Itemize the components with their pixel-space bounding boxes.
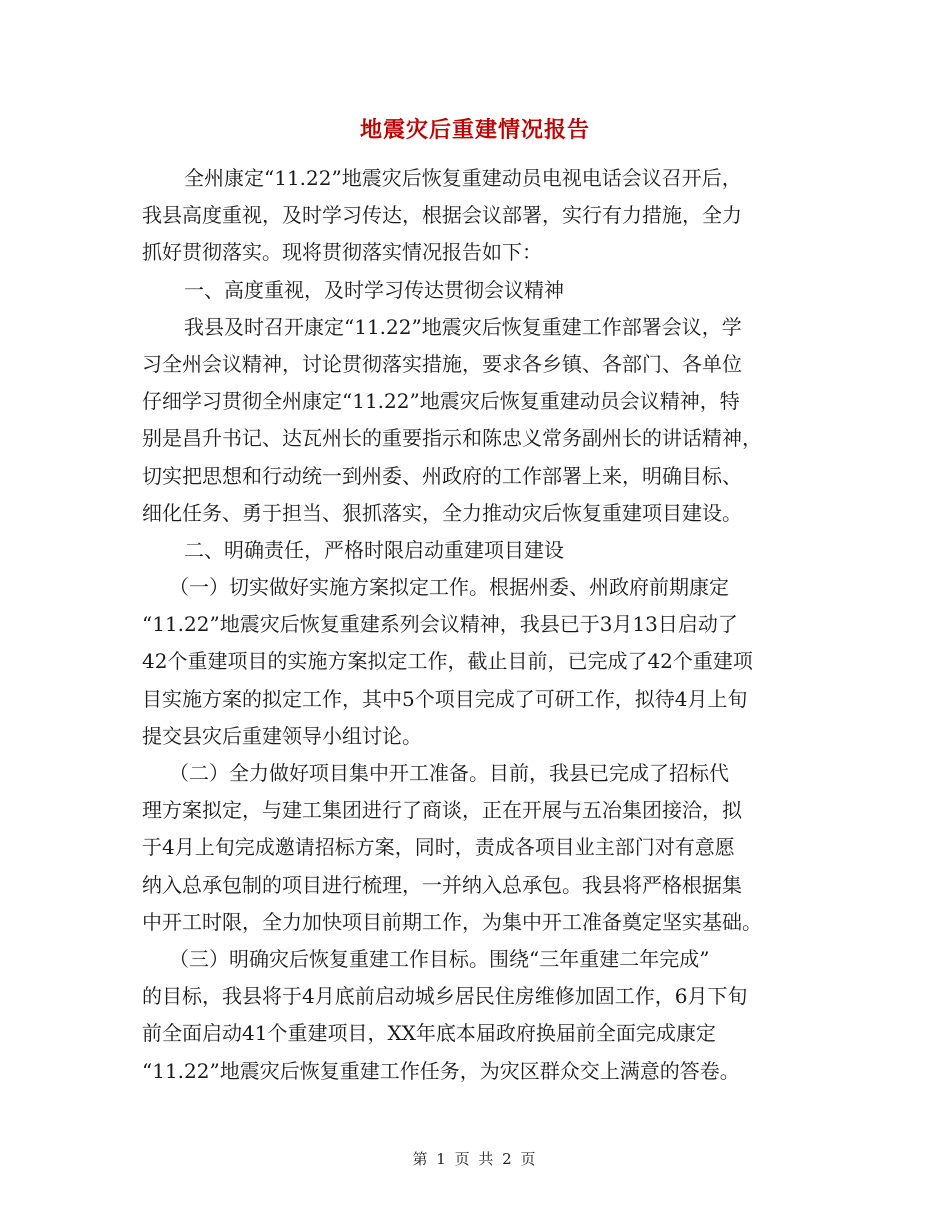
body-line: 纳入总承包制的项目进行梳理，一并纳入总承包。我县将严格根据集 [142,872,742,897]
page-footer: 第 1 页 共 2 页 [412,1150,538,1168]
body-line: 一、高度重视，及时学习传达贯彻会议精神 [184,277,564,302]
body-line: （二）全力做好项目集中开工准备。目前，我县已完成了招标代 [169,761,729,785]
body-line: 目实施方案的拟定工作，其中5个项目完成了可研工作，拟待4月上旬 [142,686,748,711]
body-line: 于4月上旬完成邀请招标方案，同时，责成各项目业主部门对有意愿 [142,835,735,860]
document-body [142,160,814,1090]
body-line: （一）切实做好实施方案拟定工作。根据州委、州政府前期康定 [169,575,729,600]
body-line: 提交县灾后重建领导小组讨论。 [142,723,422,748]
body-line: 抓好贯彻落实。现将贯彻落实情况报告如下： [142,240,542,265]
body-line: 全州康定“11.22”地震灾后恢复重建动员电视电话会议召开后， [184,166,742,190]
body-line: 二、明确责任，严格时限启动重建项目建设 [184,537,564,562]
body-line: （三）明确灾后恢复重建工作目标。围绕“三年重建二年完成” [169,946,710,971]
body-line: 理方案拟定，与建工集团进行了商谈，正在开展与五冶集团接洽，拟 [142,798,742,823]
body-line: 我县高度重视，及时学习传达，根据会议部署，实行有力措施，全力 [142,203,742,228]
body-line: “11.22”地震灾后恢复重建工作任务，为灾区群众交上满意的答卷。 [142,1058,740,1083]
body-line: 前全面启动41个重建项目，XX年底本届政府换届前全面完成康定 [142,1021,716,1046]
body-line: 习全州会议精神，讨论贯彻落实措施，要求各乡镇、各部门、各单位 [142,351,742,376]
body-line: 仔细学习贯彻全州康定“11.22”地震灾后恢复重建动员会议精神，特 [142,389,740,414]
document-title: 地震灾后重建情况报告 [359,117,590,143]
body-line: 我县及时召开康定“11.22”地震灾后恢复重建工作部署会议，学 [184,314,742,339]
body-line: “11.22”地震灾后恢复重建系列会议精神，我县已于3月13日启动了 [142,612,738,637]
body-line: 42个重建项目的实施方案拟定工作，截止目前，已完成了42个重建项 [142,649,753,674]
body-line: 切实把思想和行动统一到州委、州政府的工作部署上来，明确目标、 [142,463,742,488]
body-line: 的目标，我县将于4月底前启动城乡居民住房维修加固工作，6月下旬 [142,984,748,1009]
body-line: 中开工时限，全力加快项目前期工作，为集中开工准备奠定坚实基础。 [142,909,762,934]
body-line: 细化任务、勇于担当、狠抓落实，全力推动灾后恢复重建项目建设。 [142,500,742,525]
body-line: 别是昌升书记、达瓦州长的重要指示和陈忠义常务副州长的讲话精神， [142,426,762,451]
